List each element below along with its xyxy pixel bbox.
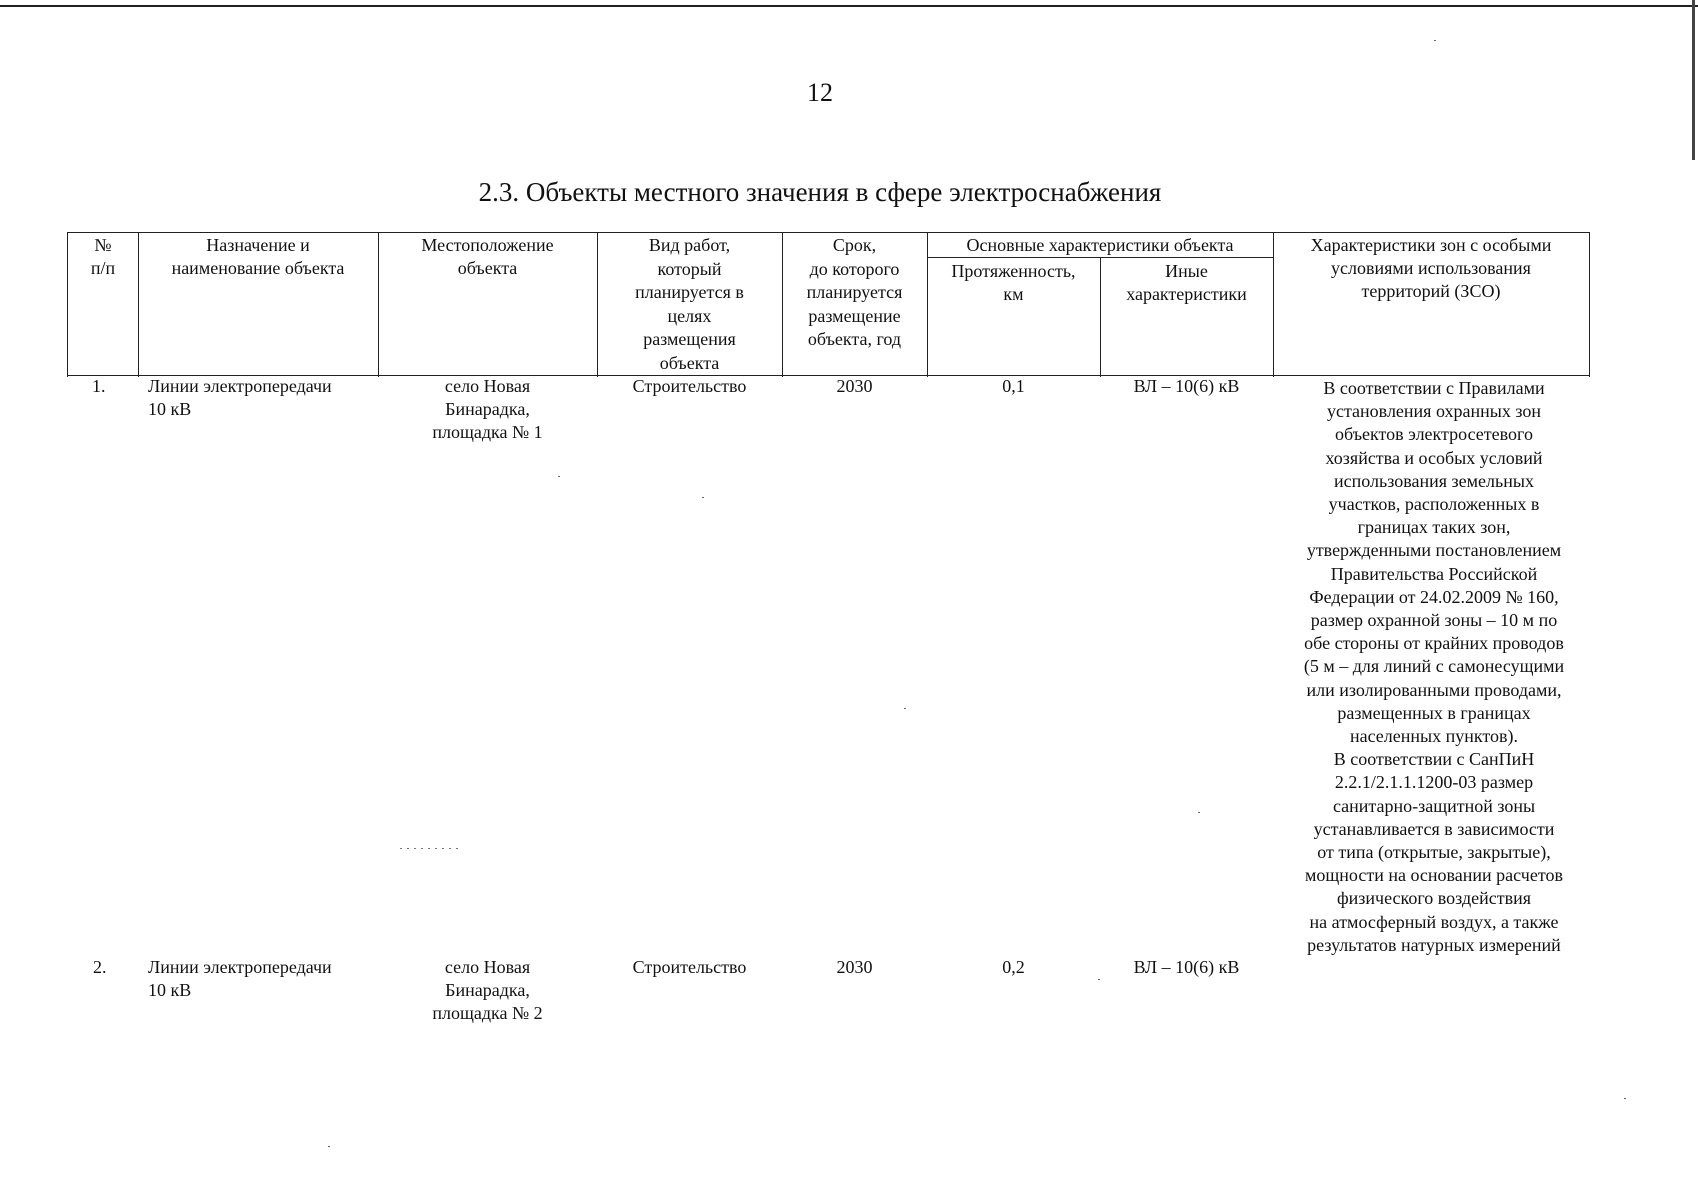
header-zones: Характеристики зон с особыми условиями использования территорий (ЗСО) xyxy=(1310,235,1552,301)
scan-speck xyxy=(328,1146,330,1147)
other-characteristics: ВЛ – 10(6) кВ xyxy=(1133,957,1240,977)
col-border-1 xyxy=(138,232,139,377)
col-border-right xyxy=(1589,232,1590,377)
scan-speck xyxy=(400,848,460,849)
col-border-2 xyxy=(378,232,379,377)
work-type: Строительство xyxy=(632,957,747,977)
row-number: 1. xyxy=(92,376,106,396)
object-name: Линии электропередачи 10 кВ xyxy=(148,376,332,419)
zone-description: В соответствии с Правилами установления охранных зон объектов электросетевого хозяйства и особых условий использования земельных участков, расположенных в границах таких зон, утвержденными постановлением Правительства Российской Федерации от 24.02.2009 № 160, размер охранной зоны – 10 м по обе стороны от крайних проводов (5 м – для линий с самонесущими или изолированными проводами, размещенных в границах населенных пунктов). В соответствии с СанПиН 2.2.1/2.1.1.1200-03 размер санитарно-защитной зоны устанавливается в зависимости от типа (открытые, закрытые), мощности на основании расчетов физического воздействия на атмосферный воздух, а также результатов натурных измерений xyxy=(1303,378,1565,955)
object-location: село Новая Бинарадка, площадка № 2 xyxy=(432,957,543,1023)
scan-speck xyxy=(904,708,906,709)
col-border-6 xyxy=(1100,258,1101,377)
header-deadline: Срок, до которого планируется размещение объекта, год xyxy=(806,235,903,349)
scan-speck xyxy=(1624,1098,1626,1099)
header-other-characteristics: Иные характеристики xyxy=(1126,261,1247,304)
length-km: 0,1 xyxy=(1002,376,1025,396)
header-main-characteristics: Основные характеристики объекта xyxy=(966,235,1234,255)
right-scan-edge xyxy=(1692,0,1695,160)
col-border-5 xyxy=(927,232,928,377)
col-border-4 xyxy=(782,232,783,377)
header-num: № п/п xyxy=(90,235,116,278)
header-name: Назначение и наименование объекта xyxy=(171,235,345,278)
other-characteristics: ВЛ – 10(6) кВ xyxy=(1133,376,1240,396)
work-type: Строительство xyxy=(632,376,747,396)
deadline-year: 2030 xyxy=(836,376,873,396)
scan-speck xyxy=(1198,812,1200,813)
header-location: Местоположение объекта xyxy=(421,235,554,278)
col-border-3 xyxy=(597,232,598,377)
object-name: Линии электропередачи 10 кВ xyxy=(148,957,332,1000)
col-border-7 xyxy=(1273,232,1274,377)
scan-speck xyxy=(702,497,704,498)
page-number: 12 xyxy=(807,78,833,107)
table-top-border xyxy=(68,232,1589,233)
header-length: Протяженность, км xyxy=(951,261,1076,304)
section-title: 2.3. Объекты местного значения в сфере электроснабжения xyxy=(478,177,1162,207)
scan-speck xyxy=(1098,979,1100,980)
row-number: 2. xyxy=(93,957,107,977)
deadline-year: 2030 xyxy=(836,957,873,977)
scan-speck xyxy=(1434,40,1436,41)
header-work-type: Вид работ, который планируется в целях размещения объекта xyxy=(635,235,744,373)
scan-speck xyxy=(558,476,560,477)
length-km: 0,2 xyxy=(1002,957,1025,977)
top-scan-border xyxy=(0,5,1698,7)
col-border-left xyxy=(67,232,68,377)
object-location: село Новая Бинарадка, площадка № 1 xyxy=(432,376,543,442)
